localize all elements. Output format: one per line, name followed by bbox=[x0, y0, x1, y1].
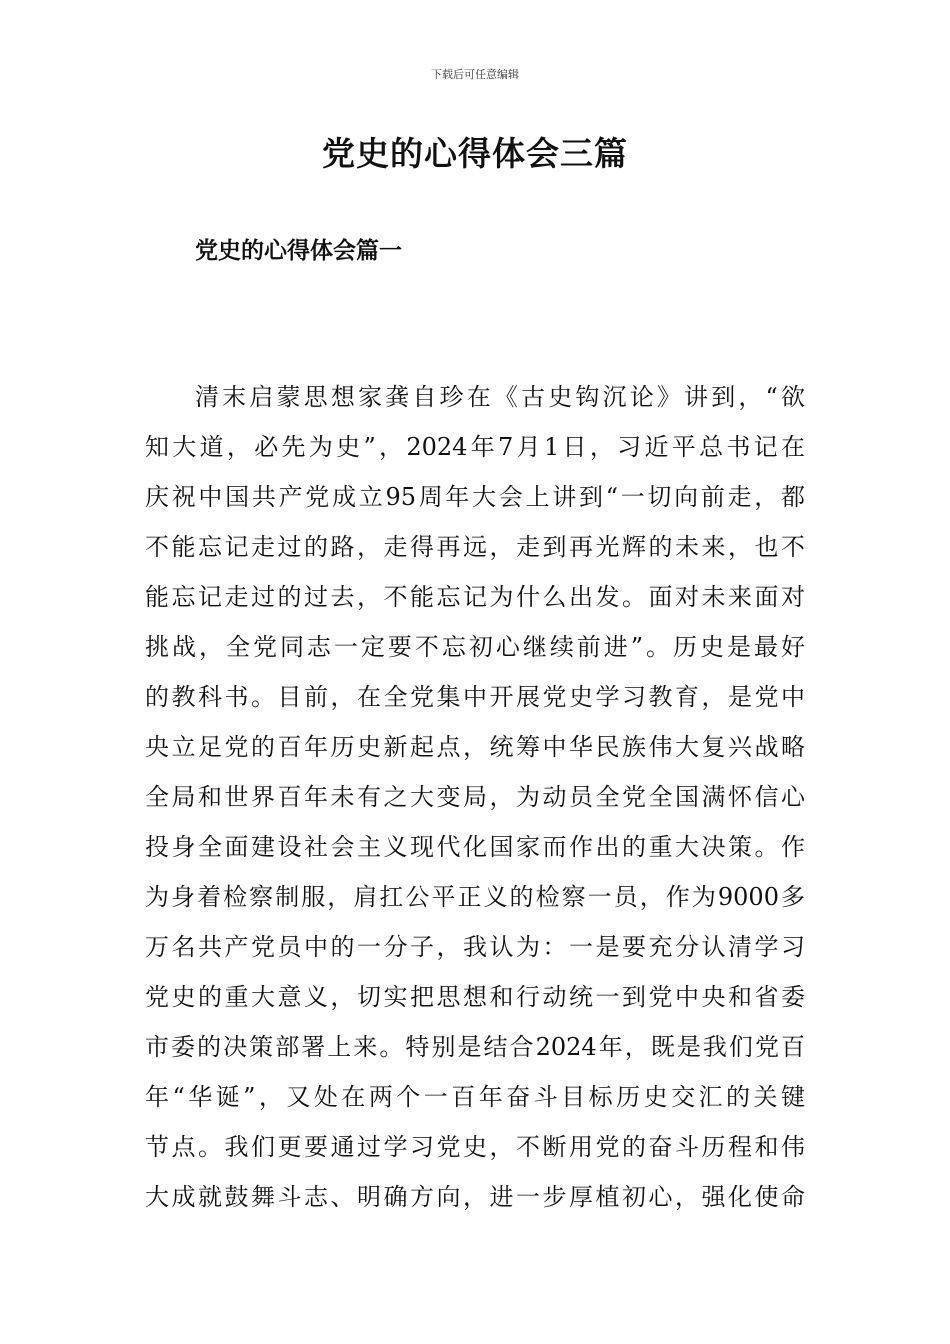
paragraph-line: 年“华诞”，又处在两个一百年奋斗目标历史交汇的关键 bbox=[145, 1083, 805, 1111]
paragraph-line: 市委的决策部署上来。特别是结合2024年，既是我们党百 bbox=[145, 1033, 805, 1061]
paragraph-line: 大成就鼓舞斗志、明确方向，进一步厚植初心，强化使命 bbox=[145, 1183, 805, 1211]
paragraph-line: 节点。我们更要通过学习党史，不断用党的奋斗历程和伟 bbox=[145, 1133, 805, 1161]
paragraph-line: 央立足党的百年历史新起点，统筹中华民族伟大复兴战略 bbox=[145, 733, 805, 761]
paragraph-line: 投身全面建设社会主义现代化国家而作出的重大决策。作 bbox=[145, 833, 805, 861]
paragraph-line: 为身着检察制服，肩扛公平正义的检察一员，作为9000多 bbox=[145, 883, 805, 911]
body-paragraph bbox=[145, 372, 805, 1222]
paragraph-line: 庆祝中国共产党成立95周年大会上讲到“一切向前走，都 bbox=[145, 483, 805, 511]
paragraph-line: 党史的重大意义，切实把思想和行动统一到党中央和省委 bbox=[145, 983, 805, 1011]
section-heading: 党史的心得体会篇一 bbox=[195, 237, 402, 264]
paragraph-line: 挑战，全党同志一定要不忘初心继续前进”。历史是最好 bbox=[145, 633, 805, 661]
paragraph-line: 万名共产党员中的一分子，我认为：一是要充分认清学习 bbox=[145, 933, 805, 961]
paragraph-line: 的教科书。目前，在全党集中开展党史学习教育，是党中 bbox=[145, 683, 805, 711]
paragraph-line: 能忘记走过的过去，不能忘记为什么出发。面对未来面对 bbox=[145, 583, 805, 611]
paragraph-line: 全局和世界百年未有之大变局，为动员全党全国满怀信心 bbox=[145, 783, 805, 811]
paragraph-line: 不能忘记走过的路，走得再远，走到再光辉的未来，也不 bbox=[145, 533, 805, 561]
paragraph-line: 清末启蒙思想家龚自珍在《古史钩沉论》讲到，“欲 bbox=[195, 383, 805, 411]
paragraph-line: 知大道，必先为史”，2024年7月1日，习近平总书记在 bbox=[145, 433, 805, 461]
document-title: 党史的心得体会三篇 bbox=[322, 134, 628, 173]
header-note: 下载后可任意编辑 bbox=[431, 68, 519, 81]
